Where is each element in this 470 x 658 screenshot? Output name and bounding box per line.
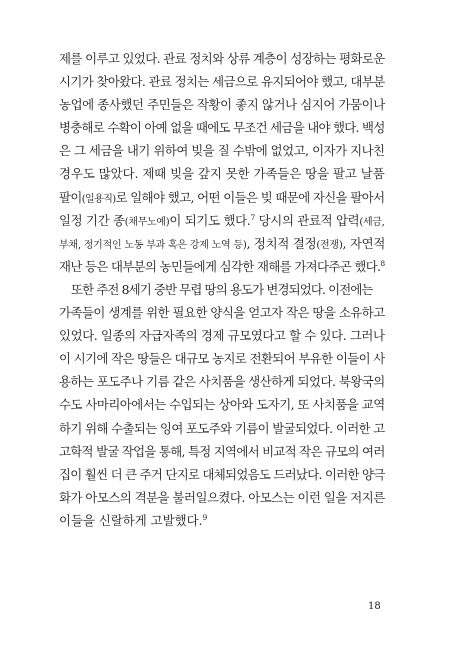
footnote-marker: 9 — [202, 512, 208, 522]
text-line: 팔이(일용직)로 일해야 했고, 어떤 이들은 빚 때문에 자신을 팔아서 — [59, 189, 385, 205]
text-line: 경우도 많았다. 제때 빚을 갚지 못한 가족들은 땅을 팔고 날품 — [59, 166, 385, 182]
text-line: 또한 주전 8세기 중반 무렵 땅의 용도가 변경되었다. 이전에는 — [71, 281, 373, 297]
text-line: 일정 기간 종(채무노예)이 되기도 했다.$^7$ 당시의 관료적 압력(세금, — [59, 212, 385, 228]
text-line: 시기가 찾아왔다. 관료 정치는 세금으로 유지되어야 했고, 대부분 — [59, 74, 385, 90]
gloss-note: (전쟁) — [316, 239, 343, 251]
text-line: 화가 아모스의 격분을 불러일으켰다. 아모스는 이런 일을 저지른 — [59, 489, 385, 505]
paragraph-1 — [59, 47, 385, 278]
text-line: 부채, 정기적인 노동 부과 혹은 강제 노역 등), 정치적 결정(전쟁), 자연적 — [59, 235, 385, 251]
gloss-note: (채무노예) — [124, 216, 170, 228]
footnote-marker: 7 — [250, 212, 255, 222]
gloss-note: (세금, — [359, 216, 385, 228]
text-line: 이들을 신랄하게 고발했다.$^9$ — [59, 512, 208, 528]
paragraph-2 — [59, 278, 385, 532]
text-line: 병충해로 수확이 아예 없을 때에도 무조건 세금을 내야 했다. 백성 — [59, 120, 385, 136]
text-line: 고학적 발굴 작업을 통해, 특정 지역에서 비교적 작은 규모의 여러 — [59, 443, 385, 459]
text-line: 은 그 세금을 내기 위하여 빚을 질 수밖에 없었고, 이자가 지나친 — [59, 143, 385, 159]
page-number: 18 — [368, 601, 381, 612]
text-line: 집이 훨씬 더 큰 주거 단지로 대체되었음도 드러났다. 이러한 양극 — [59, 466, 385, 482]
text-line: 용하는 포도주나 기름 같은 사치품을 생산하게 되었다. 북왕국의 — [59, 374, 385, 390]
footnote-marker: 8 — [380, 258, 385, 268]
text-line: 하기 위해 수출되는 잉여 포도주와 기름이 발굴되었다. 이러한 고 — [59, 420, 385, 436]
text-line: 이 시기에 작은 땅들은 대규모 농지로 전환되어 부유한 이들이 사 — [59, 351, 385, 367]
text-line: 제를 이루고 있었다. 관료 정치와 상류 계층이 성장하는 평화로운 — [59, 51, 385, 66]
text-line: 농업에 종사했던 주민들은 작황이 좋지 않거나 심지어 가뭄이나 — [59, 97, 385, 113]
text-line: 가족들이 생계를 위한 필요한 양식을 얻고자 작은 땅을 소유하고 — [59, 305, 385, 321]
document-body — [59, 47, 385, 532]
gloss-note: 부채, 정기적인 노동 부과 혹은 강제 노역 등) — [59, 239, 247, 251]
gloss-note: (일용직) — [81, 193, 116, 205]
text-line: 재난 등은 대부분의 농민들에게 심각한 재해를 가져다주곤 했다.$^8$ — [59, 258, 385, 274]
text-line: 수도 사마리아에서는 수입되는 상아와 도자기, 또 사치품을 교역 — [59, 397, 385, 413]
text-line: 있었다. 일종의 자급자족의 경제 규모였다고 할 수 있다. 그러나 — [59, 328, 385, 344]
